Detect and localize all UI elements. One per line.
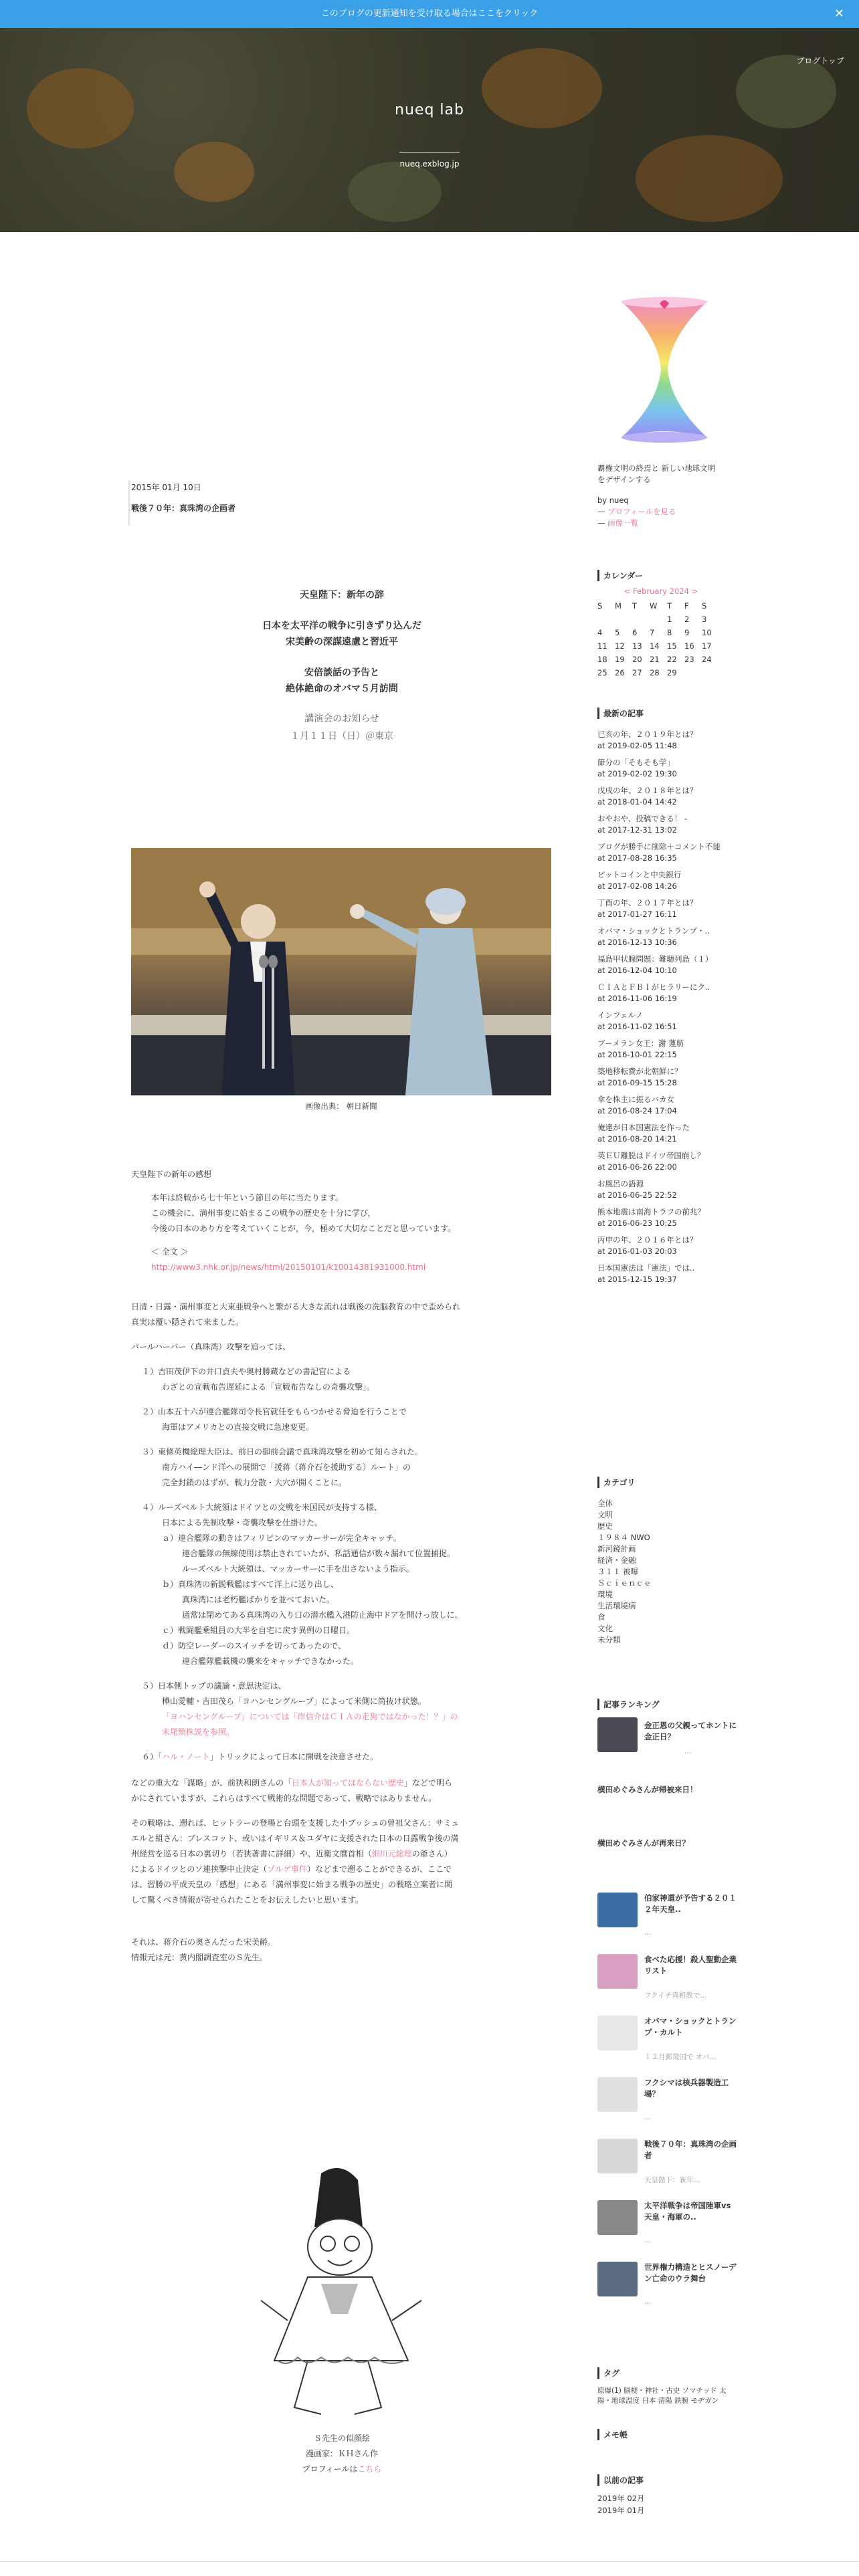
recent-post-title[interactable]: ブログが勝手に削除＋コメント不能: [597, 842, 721, 851]
body-paragraph: 真実は覆い隠されて来ました。: [131, 1317, 244, 1327]
calendar-day: 11: [597, 641, 607, 651]
list-text: 」トリックによって日本に開戦を決意させた。: [209, 1752, 379, 1761]
recent-post-item[interactable]: [597, 1038, 738, 1061]
recent-post-item[interactable]: [597, 897, 738, 920]
ranking-thumbnail: [597, 2016, 638, 2050]
recent-post-date: at 2016-08-24 17:04: [597, 1106, 677, 1115]
recent-post-item[interactable]: [597, 954, 738, 976]
recent-post-title[interactable]: 丙申の年、２０１６年とは？: [597, 1235, 698, 1245]
ranking-snippet: ...: [684, 1747, 692, 1755]
list-item: ２）山本五十六が連合艦隊司令長官就任をもらつかせる脅迫を行うことで: [142, 1407, 407, 1416]
caption-line: 漫画家：ＫＨさん作: [305, 2449, 378, 2458]
recent-post-title[interactable]: 熊本地震は南海トラフの前兆？: [597, 1207, 705, 1216]
category-item[interactable]: 全体: [597, 1499, 613, 1508]
calendar-day: 28: [650, 668, 660, 677]
ranking-snippet: １２月郵策国で オバ...: [644, 2053, 717, 2061]
recent-posts-list: [597, 729, 738, 1291]
recent-post-item[interactable]: [597, 1066, 738, 1089]
recent-post-date: at 2016-11-06 16:19: [597, 994, 677, 1003]
recent-post-date: at 2016-11-02 16:51: [597, 1022, 677, 1031]
calendar-days: [597, 613, 719, 679]
body-paragraph: それは、蒋介石の奥さんだった宋美齢。: [131, 1937, 276, 1947]
recent-post-item[interactable]: [597, 1235, 738, 1257]
recent-post-item[interactable]: [597, 982, 738, 1004]
ranking-thumbnail: [597, 2262, 638, 2296]
list-item: 南方ハイ―ンド洋への展開で「援蒋（蒋介石を援助する）ルート」の: [162, 1463, 411, 1472]
recent-post-date: at 2016-12-04 10:10: [597, 966, 677, 975]
ranking-thumbnail: [597, 2077, 638, 2112]
recent-post-item[interactable]: [597, 926, 738, 948]
recent-post-title[interactable]: 築地移転費が北朝鮮に？: [597, 1067, 682, 1076]
ranking-thumbnail: [597, 2139, 638, 2173]
category-item[interactable]: 新河鏡計画: [597, 1544, 636, 1553]
list-text: 「ヨハンセングループ」については「: [162, 1712, 298, 1721]
body-paragraph: して驚くべき情報が寄せられたことをお伝えしたいと思います。: [131, 1895, 364, 1905]
ranking-snippet: ...: [644, 2113, 652, 2121]
calendar-table: [597, 599, 719, 679]
calendar-day: 22: [667, 655, 677, 664]
recent-post-title[interactable]: インフェルノ: [597, 1010, 643, 1020]
memo-heading: メモ帳: [597, 2429, 737, 2440]
recent-post-date: at 2015-12-15 19:37: [597, 1275, 677, 1284]
recent-post-date: at 2016-01-03 20:03: [597, 1247, 677, 1256]
recent-post-date: at 2017-02-08 14:26: [597, 881, 677, 891]
ranking-thumbnail: [597, 1893, 638, 1927]
profile-here-link[interactable]: こちら: [357, 2464, 382, 2474]
close-icon[interactable]: ✕: [834, 7, 844, 21]
calendar-day: 10: [702, 628, 712, 637]
recent-post-item[interactable]: [597, 1010, 738, 1033]
headline-3b: 絶体絶命のオバマ５月訪問: [286, 683, 398, 694]
weekday-label: M: [615, 601, 622, 611]
body-paragraph: エルと組さん：ブレスコット、或いはイギリス＆ユダヤに支援された日本の日露戦争後の満: [131, 1834, 459, 1843]
recent-post-date: at 2018-01-04 14:42: [597, 797, 677, 807]
dash-icon: —: [597, 518, 608, 528]
archive-heading: 以前の記事: [597, 2474, 737, 2486]
quote-line: この機会に、満州事変に始まるこの戦争の歴史を十分に学び，: [151, 1208, 376, 1218]
recent-post-title[interactable]: 福島甲状腺問題：難聴列島（１）: [597, 954, 713, 964]
list-item: [142, 1709, 553, 1725]
list-item: ｃ）戦闘艦乗組員の大半を自宅に戻す異例の日曜日。: [162, 1626, 355, 1635]
list-text: ６）「: [142, 1752, 163, 1761]
ranking-item[interactable]: [597, 1954, 738, 2016]
calendar-day: 25: [597, 668, 607, 677]
ranking-title[interactable]: 食べた応援！殺人聖動企業リスト: [644, 1955, 737, 1975]
lecture-date: １月１１日（日）＠東京: [290, 731, 393, 742]
source-label: ＜ 全文 ＞: [151, 1247, 189, 1257]
image-list-link[interactable]: 画像一覧: [607, 518, 639, 528]
photo-caption: 画像出典： 朝日新聞: [305, 1101, 377, 1111]
quote-line: 本年は終戦から七十年という節目の年に当たります。: [151, 1193, 344, 1202]
calendar-day: 29: [667, 668, 677, 677]
body-paragraph: [131, 1776, 553, 1791]
list-item: ｄ）防空レーダーのスイッチを切ってあったので、: [162, 1641, 347, 1650]
list-item: わざとの宣戦布告遅延による「宣戦布告なしの奇襲攻撃」。: [162, 1382, 375, 1392]
recent-post-date: at 2016-12-13 10:36: [597, 938, 677, 947]
calendar-day: 3: [702, 615, 707, 624]
recent-post-title[interactable]: 日本国憲法は「憲法」では..: [597, 1263, 695, 1273]
list-item: [142, 1749, 553, 1765]
recent-post-title[interactable]: ビットコインと中央銀行: [597, 870, 682, 879]
lecture-notice: 講演会のお知らせ: [304, 714, 379, 724]
recent-post-item[interactable]: [597, 1206, 738, 1229]
blog-url[interactable]: nueq.exblog.jp: [399, 159, 460, 169]
recent-post-item[interactable]: [597, 869, 738, 892]
list-item: ルーズベルト大統領は、マッカーサーに手を出さないよう指示。: [182, 1564, 414, 1574]
calendar-day: [597, 613, 615, 626]
list-item: ４）ルーズベルト大統領はドイツとの交戦を米国民が支持する様、: [142, 1503, 382, 1512]
recent-post-title[interactable]: お風呂の語源: [597, 1179, 644, 1188]
caption-text: プロフィールは: [302, 2464, 358, 2474]
source-link[interactable]: http://www3.nhk.or.jp/news/html/20150101/k10014381931000.html: [151, 1263, 426, 1272]
history-book-link[interactable]: 日本人が知ってはならない歴史: [292, 1778, 405, 1788]
calendar-day: 24: [702, 655, 712, 664]
calendar-day: 7: [650, 628, 655, 637]
category-item[interactable]: 食: [597, 1612, 605, 1622]
recent-post-date: at 2017-12-31 13:02: [597, 825, 677, 835]
recent-post-item[interactable]: [597, 1122, 738, 1145]
ranking-item[interactable]: [597, 2077, 738, 2139]
recent-post-item[interactable]: [597, 841, 738, 864]
calendar-day: 9: [684, 628, 690, 637]
list-item: 海軍はアメリカとの直接交戦に急速変更。: [162, 1422, 314, 1432]
recent-post-date: at 2017-01-27 16:11: [597, 909, 677, 919]
recent-post-date: at 2016-10-01 22:15: [597, 1050, 677, 1059]
weekday-label: S: [597, 601, 603, 611]
ranking-snippet: フクイチ真相教で...: [644, 1992, 707, 2000]
calendar-day: 16: [684, 641, 694, 651]
weekday-label: W: [650, 601, 658, 611]
calendar-day: 4: [597, 628, 603, 637]
kishi-link[interactable]: 岸信介はＣＩＡの走狗ではなかった！？: [297, 1712, 442, 1721]
recent-post-title[interactable]: オバマ・ショックとトランプ・..: [597, 926, 710, 936]
list-item: 通常は閉めてある真珠湾の入り口の潜水艦入港防止海中ドアを開けっ放しに。: [182, 1610, 463, 1620]
archive-item[interactable]: 2019年 01月: [597, 2506, 645, 2515]
category-list: [597, 1498, 738, 1646]
headline-2a: 日本を太平洋の戦争に引きずり込んだ: [262, 621, 421, 631]
ranking-list: [597, 1893, 738, 2323]
ranking-snippet: 天皇陛下：新年...: [644, 2176, 700, 2184]
recent-post-item[interactable]: [597, 1150, 738, 1173]
calendar-day: 13: [632, 641, 642, 651]
ranking-title[interactable]: 戦後７０年：真珠湾の企画者: [644, 2139, 737, 2160]
profile-text: をデザインする: [597, 475, 651, 484]
calendar-day: 21: [650, 655, 660, 664]
body-paragraph: は、習勝の平成天皇の「感想」にある「満州事変に始まる戦争の歴史」の戦略立案者に関: [131, 1880, 453, 1889]
calendar-day: [615, 613, 632, 626]
ranking-heading: 記事ランキング: [597, 1699, 737, 1710]
recent-post-date: at 2016-08-20 14:21: [597, 1134, 677, 1144]
weekday-label: T: [667, 601, 672, 611]
blog-header: [0, 28, 859, 232]
calendar-day: 15: [667, 641, 677, 651]
recent-post-item[interactable]: [597, 1094, 738, 1117]
list-item: ５）日本側トップの議論・意思決定は、: [142, 1681, 286, 1691]
ranking-title[interactable]: 太平洋戦争は帝国陸軍vs天皇・海軍の..: [644, 2201, 731, 2222]
recent-post-title[interactable]: 節分の「そもそも学」: [597, 758, 674, 767]
quote-line: 今後の日本のあり方を考えていくことが，今，極めて大切なことだと思っています。: [151, 1224, 456, 1233]
notification-bar[interactable]: [0, 0, 859, 28]
calendar-day: 6: [632, 628, 638, 637]
recent-post-date: at 2017-08-28 16:35: [597, 853, 677, 863]
calendar-weekdays: [597, 599, 719, 613]
recent-post-date: at 2016-06-25 22:52: [597, 1190, 677, 1200]
body-paragraph: [131, 1862, 553, 1877]
profile-link[interactable]: プロフィールを見る: [607, 507, 676, 516]
title-accent-bar: [128, 480, 130, 526]
text: の爺さん）: [411, 1849, 452, 1858]
hull-note-link[interactable]: ハル・ノート: [162, 1752, 210, 1761]
image-list-row: [597, 518, 738, 529]
list-item: １）吉田茂伊下の井口貞夫や奥村勝蔵などの書記官による: [142, 1367, 351, 1376]
text: 州経営を巡る日本の裏切り（若狭著書に詳細）や、近衛文麿首相（: [131, 1849, 372, 1858]
article-body: [131, 1167, 553, 1965]
text: 」などで明ら: [404, 1778, 453, 1788]
tag-cloud[interactable]: 原爆(1) 脳梗・神社・古史 ソマチッド 太陽・地球温度 日本 清陽 鉄腕 モヂガン: [597, 2387, 727, 2405]
recent-post-date: at 2016-09-15 15:28: [597, 1078, 677, 1087]
ranking-item[interactable]: [597, 2139, 738, 2200]
recent-post-date: at 2019-02-05 11:48: [597, 741, 677, 750]
recent-heading: 最新の記事: [597, 708, 737, 719]
category-item[interactable]: ３１１ 被曝: [597, 1567, 639, 1576]
headline-2b: 宋美齢の深謀遠慮と習近平: [286, 637, 398, 647]
ranking-title[interactable]: 世界権力構造とヒスノーデン亡命のウラ舞台: [644, 2262, 737, 2283]
recent-post-date: at 2016-06-23 10:25: [597, 1218, 677, 1228]
category-heading: カテゴリ: [597, 1477, 737, 1488]
text: などの重大な「謀略」が、前狭和朗さんの「: [131, 1778, 292, 1788]
calendar-day: 5: [615, 628, 620, 637]
recent-post-item[interactable]: [597, 1178, 738, 1201]
body-paragraph: パールハーバー（真珠湾）攻撃を追っては、: [131, 1342, 291, 1352]
recent-post-item[interactable]: [597, 785, 738, 808]
tag-heading: タグ: [597, 2367, 737, 2379]
body-paragraph: その戦略は、遡れば、ヒットラーの登場と台頭を支援した小ブッシュの曽祖父さん：サミュ: [131, 1818, 460, 1828]
ranking-title[interactable]: 金正恩の父親ってホントに金正日？: [644, 1721, 737, 1741]
recent-post-title[interactable]: 已亥の年、２０１９年とは？: [597, 730, 698, 739]
weekday-label: F: [684, 601, 689, 611]
hosokawa-link[interactable]: 細川元総理: [371, 1849, 412, 1858]
ranking-item[interactable]: [597, 1893, 738, 1954]
calendar-day: 1: [667, 615, 672, 624]
author-name: by nueq: [597, 496, 629, 505]
weekday-label: T: [632, 601, 638, 611]
profile-link-row: [597, 506, 738, 518]
body-paragraph: かにされていますが、これらはすべて戦術的な問題であって、戦略ではありません。: [131, 1794, 437, 1803]
ranking-snippet: ...: [644, 1929, 652, 1937]
archive-item[interactable]: 2019年 02月: [597, 2494, 645, 2503]
recent-post-title[interactable]: 俺達が日本国憲法を作った: [597, 1123, 690, 1132]
category-item[interactable]: 未分類: [597, 1635, 621, 1644]
calendar-day: 12: [615, 641, 625, 651]
category-item[interactable]: 歴史: [597, 1521, 613, 1531]
list-item: 連合艦隊艦載機の襲来をキャッチできなかった。: [182, 1656, 359, 1666]
calendar-month-nav[interactable]: < February 2024 >: [624, 586, 698, 596]
list-item: 日本による先制攻撃・奇襲攻撃を仕掛けた。: [162, 1518, 323, 1527]
post-title[interactable]: 戦後７０年：真珠湾の企画者: [131, 504, 236, 513]
blog-top-link[interactable]: ブログトップ: [796, 56, 844, 66]
category-item[interactable]: １９８４ NWO: [597, 1533, 650, 1542]
list-item: 真珠湾には老朽艦ばかりを並べておいた。: [182, 1595, 335, 1604]
ranking-item[interactable]: [597, 2200, 738, 2262]
ranking-title[interactable]: 伯家神道が予告する２０１２年天皇..: [644, 1893, 737, 1914]
ranking-item[interactable]: [597, 2262, 738, 2323]
list-item: 完全封鎖のはずが、戦力分散・大穴が開くことに。: [162, 1478, 347, 1487]
recent-post-title[interactable]: 英ＥＵ離脱はドイツ帝国崩し？: [597, 1151, 705, 1160]
text: ）などまで遡ることができるが、ここで: [306, 1864, 452, 1874]
article-photo: [131, 848, 551, 1095]
header-overlay: [0, 28, 859, 232]
ranking-thumbnail: [597, 1717, 638, 1752]
list-item: ３）東條英機総理大臣は、前日の御前会議で真珠湾攻撃を初めて知らされた。: [142, 1447, 423, 1457]
caption-line: Ｓ先生の似顔絵: [313, 2434, 370, 2443]
calendar-day: 2: [684, 615, 690, 624]
ranking-thumbnail: [597, 1954, 638, 1989]
calendar-day: 8: [667, 628, 672, 637]
body-paragraph: [131, 1846, 553, 1862]
calendar-day: 19: [615, 655, 625, 664]
body-intro: 天皇陛下の新年の感想: [131, 1170, 212, 1179]
calendar-day: [684, 666, 702, 679]
ranking-title[interactable]: 横田めぐみさんが帰被来日！: [597, 1785, 698, 1794]
calendar-day: 27: [632, 668, 642, 677]
list-item: ｂ）真珠湾の新鋭戦艦はすべて洋上に送り出し、: [162, 1580, 339, 1589]
list-text: 」の: [442, 1712, 458, 1721]
ranking-snippet: ...: [644, 2298, 652, 2306]
ranking-item[interactable]: [597, 2016, 738, 2077]
list-item: ａ）連合艦隊の動きはフィリピンのマッカーサーが完全キャッチ。: [162, 1533, 401, 1543]
ranking-title[interactable]: フクシマは核兵器製造工場？: [644, 2078, 729, 2099]
dash-icon: —: [597, 507, 608, 516]
recent-post-title[interactable]: 傘を株主に振るバカ女: [597, 1095, 674, 1104]
recent-post-title[interactable]: 丁酉の年、２０１７年とは？: [597, 898, 698, 907]
recent-post-title[interactable]: ブーメラン女王：謝 蓮舫: [597, 1039, 684, 1048]
recent-post-item[interactable]: [597, 729, 738, 752]
profile-block: [597, 463, 738, 529]
calendar-day: [650, 613, 667, 626]
calendar-day: 23: [684, 655, 694, 664]
text: によるドイツとのソ連挟撃中止決定（: [131, 1864, 268, 1874]
body-paragraph: 日清・日露・満州事変と大東亜戦争へと繋がる大きな流れは戦後の洗脳教育の中で歪められ: [131, 1302, 461, 1311]
notification-text[interactable]: このブログの更新通知を受け取る場合はここをクリック: [320, 9, 539, 19]
recent-post-item[interactable]: [597, 1263, 738, 1285]
category-item[interactable]: 生活環境病: [597, 1601, 636, 1610]
calendar-day: 20: [632, 655, 642, 664]
footer-divider: [0, 2561, 859, 2562]
category-item[interactable]: Ｓｃｉｅｎｃｅ: [597, 1578, 652, 1588]
ranking-snippet: ...: [644, 2236, 652, 2244]
post-date: 2015年 01月 10日: [131, 483, 201, 492]
recent-post-date: at 2016-06-26 22:00: [597, 1162, 677, 1172]
caption-line: [131, 2462, 553, 2477]
recent-post-title[interactable]: 戊戌の年、２０１８年とは？: [597, 786, 698, 795]
calendar-heading: カレンダー: [597, 570, 737, 581]
caricature-caption: [131, 2431, 553, 2477]
ranking-title[interactable]: 横田めぐみさんが再来日？: [597, 1838, 690, 1848]
recent-post-item[interactable]: [597, 813, 738, 836]
list-item: 樺山愛輔・吉田茂ら「ヨハンセングループ」によって米側に筒抜け状態。: [162, 1697, 426, 1706]
category-item[interactable]: 文明: [597, 1510, 613, 1519]
headline-3a: 安倍談話の予告と: [304, 667, 379, 678]
category-item[interactable]: 環境: [597, 1590, 613, 1599]
body-paragraph: 情報元は元：黄内閣調査室のＳ先生。: [131, 1953, 268, 1962]
calendar-day: 26: [615, 668, 625, 677]
recent-post-date: at 2019-02-02 19:30: [597, 769, 677, 778]
caricature-illustration: [248, 2167, 435, 2428]
calendar-day: 14: [650, 641, 660, 651]
calendar-day: 18: [597, 655, 607, 664]
weekday-label: S: [702, 601, 707, 611]
ranking-title[interactable]: オバマ・ショックとトランプ・カルト: [644, 2016, 737, 2037]
profile-logo-icon: [614, 294, 714, 445]
blog-title[interactable]: nueq lab: [395, 102, 464, 118]
recent-post-item[interactable]: [597, 757, 738, 780]
calendar-day: [632, 613, 650, 626]
recent-post-title[interactable]: ＣＩＡとＦＢＩがヒラリーにク..: [597, 982, 710, 992]
calendar-day: 17: [702, 641, 712, 651]
recent-post-title[interactable]: おやおや、投稿できる！ -: [597, 814, 688, 823]
list-item: 未尾簡株説を参照。: [162, 1727, 235, 1737]
category-item[interactable]: 経済・金融: [597, 1555, 636, 1565]
sorge-link[interactable]: ゾルゲ事件: [267, 1864, 307, 1874]
photo-illustration: [131, 848, 551, 1095]
headline-1: 天皇陛下：新年の辞: [300, 590, 384, 601]
profile-text: 覇権文明の終焉と 新しい地球文明: [597, 463, 716, 473]
list-item: 連合艦隊の無線使用は禁止されていたが、私話通信が数々漏れて位置捕捉。: [182, 1549, 456, 1558]
category-item[interactable]: 文化: [597, 1624, 613, 1633]
ranking-thumbnail: [597, 2200, 638, 2235]
article: [131, 481, 553, 745]
calendar-day: [702, 666, 719, 679]
